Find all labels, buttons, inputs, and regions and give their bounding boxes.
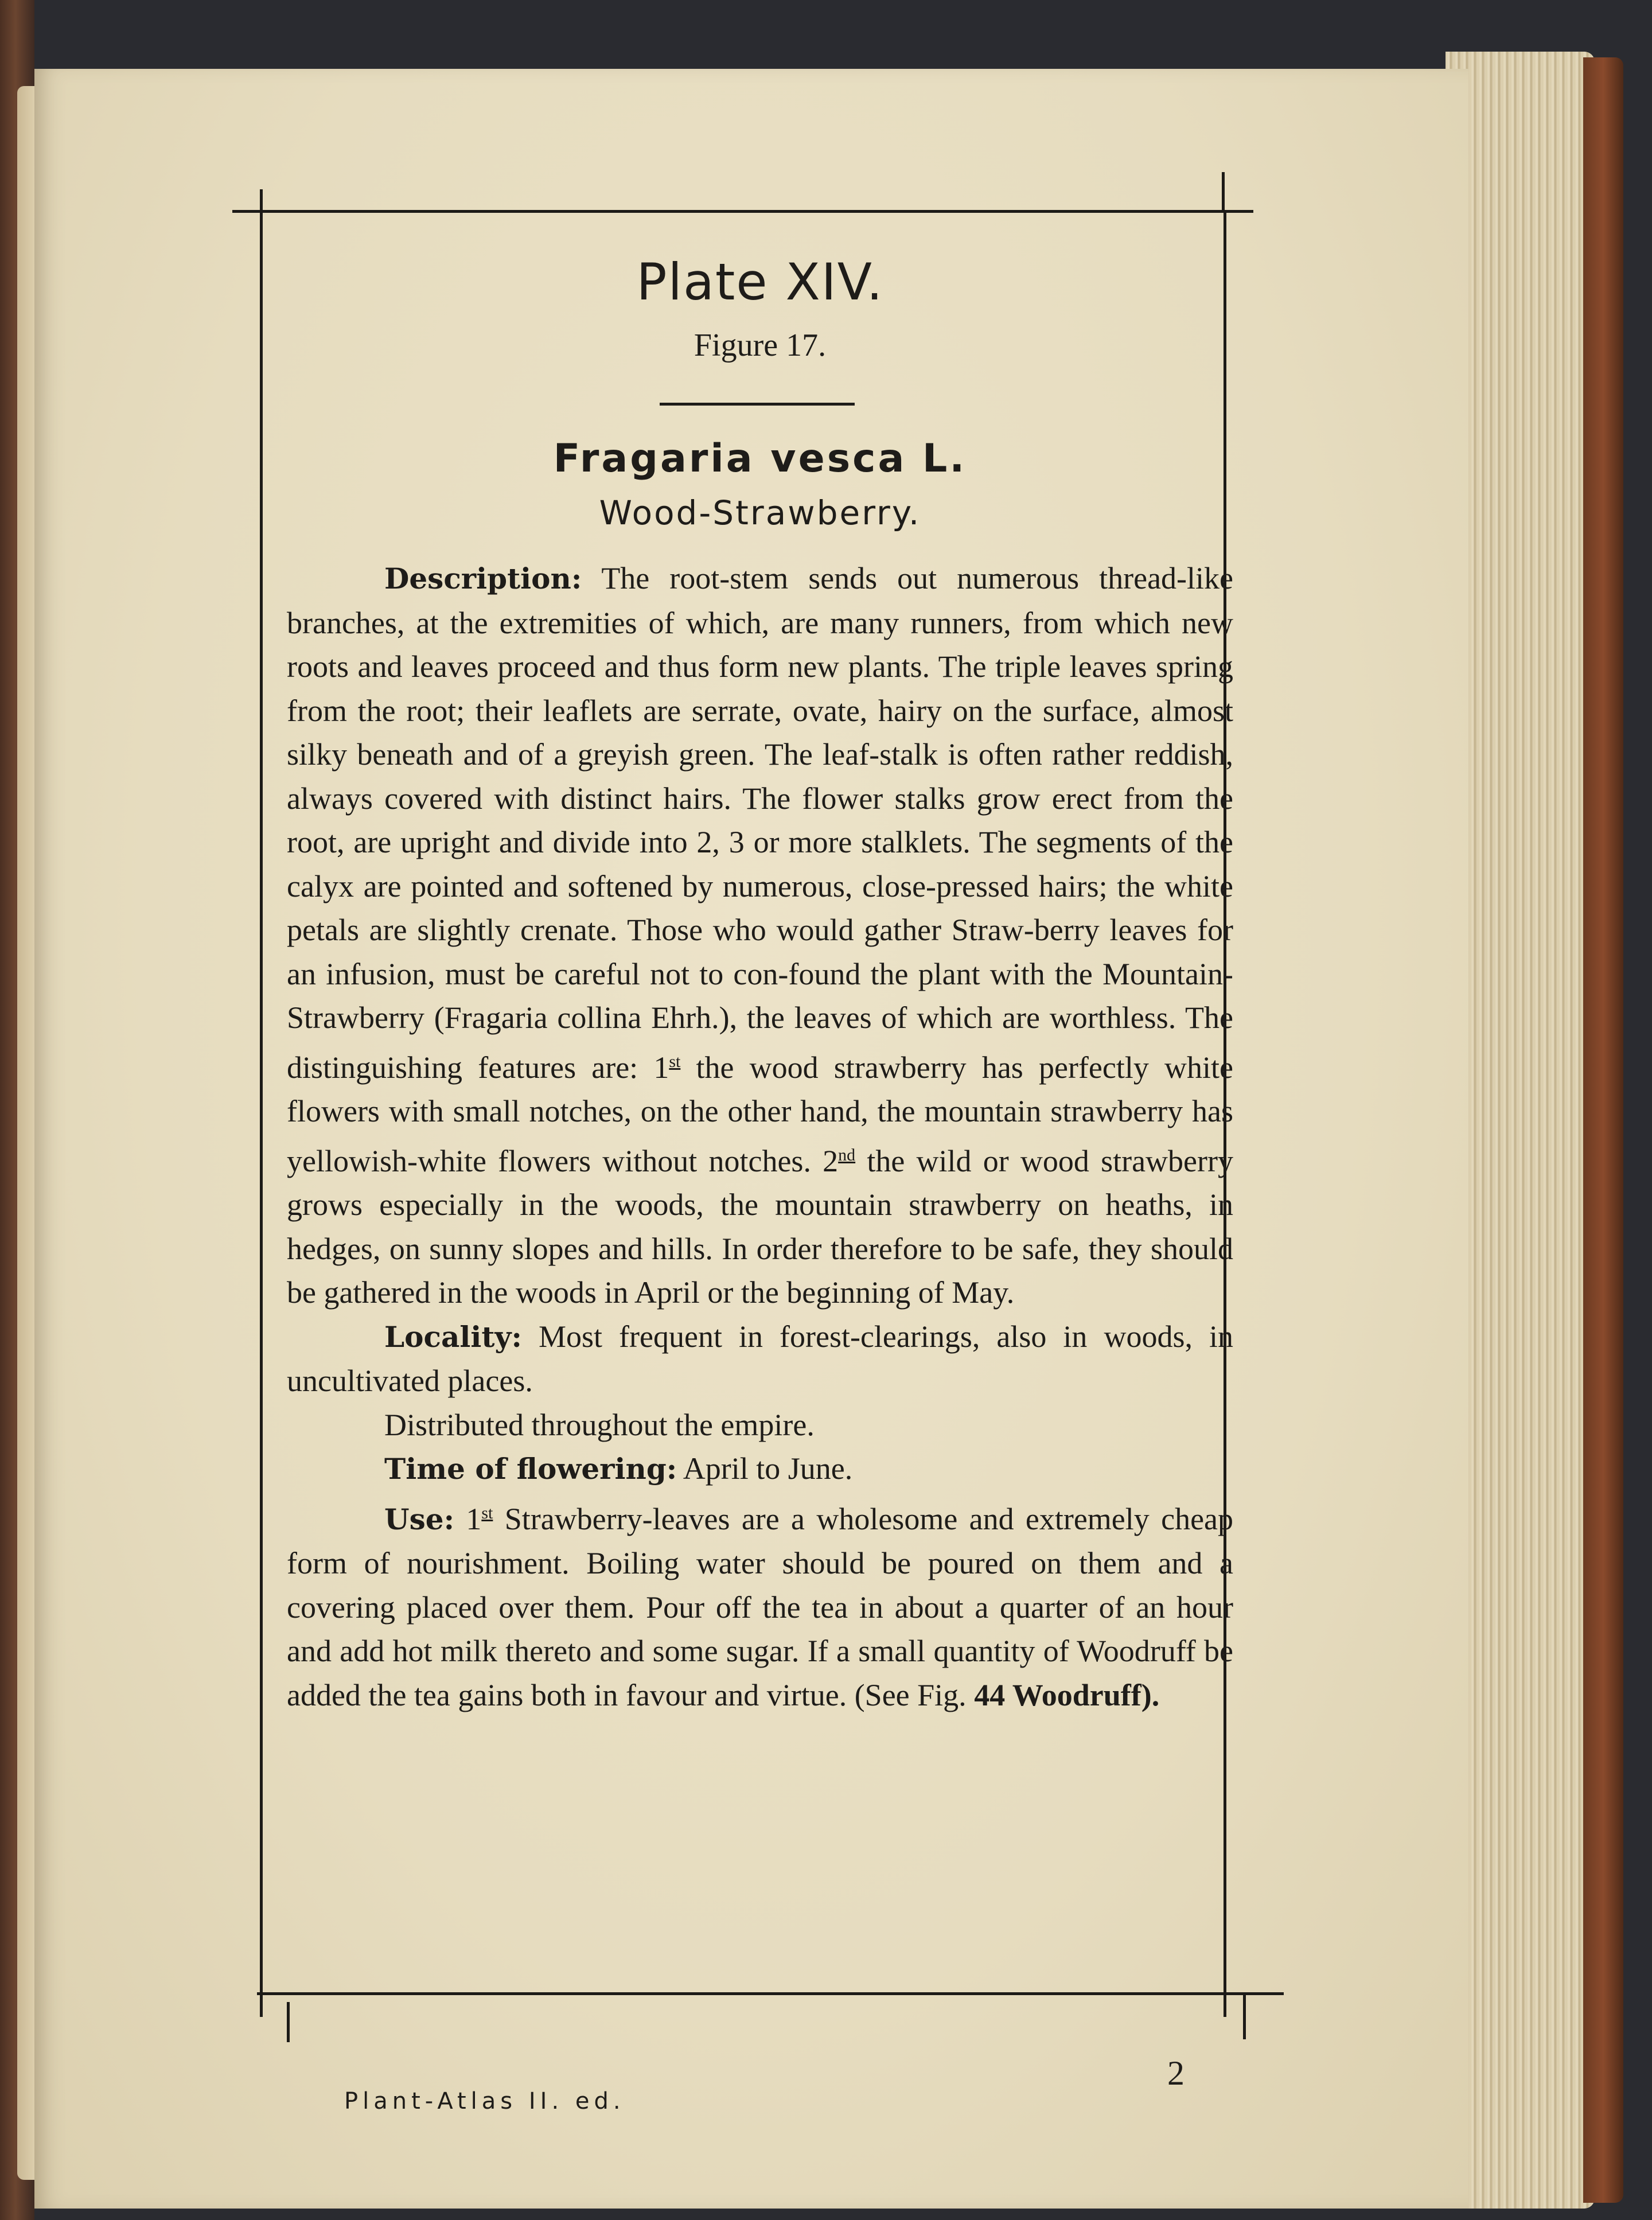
frame-top-rule — [232, 210, 1253, 213]
description-text: the wood strawberry has perfectly white flowers with small notches, on the other hand, the mountain strawberry has yellowish-white flowers without notches. — [287, 1050, 1233, 1178]
ordinal-second-suffix: nd — [838, 1145, 856, 1164]
locality-label: Locality: — [384, 1319, 522, 1354]
bottom-right-tick — [1243, 1993, 1246, 2039]
flowering-text: April to June. — [677, 1451, 853, 1486]
use-text-ref: 44 Woodruff). — [974, 1677, 1160, 1712]
page-number: 2 — [1167, 2054, 1185, 2092]
ordinal-first: 1 — [466, 1501, 482, 1536]
locality-text: Most frequent in forest-clearings, also in woods, in uncultivated places. — [287, 1319, 1233, 1398]
description-text: the wild or wood strawberry grows especially in the woods, the mountain strawberry on heaths, in hedges, on sunny slopes and hills. In order therefore to be safe, they should be gathered in the woods in April or the beginning of May. — [287, 1143, 1233, 1310]
description-text: The root-stem sends out numerous thread-like branches, at the extremities of which, are many runners, from which new roots and leaves proceed and thus form new plants. The triple leaves spring from the root; their leaflets are serrate, ovate, hairy on the surface, almost silky beneath and of a greyish green. The leaf-stalk is often rather reddish, always covered with distinct hairs. The flower stalks grow erect from the root, are upright and divide into 2, 3 or more stalklets. The segments of the calyx are pointed and softened by numerous, close-pressed hairs; the white petals are slightly crenate. Those who would gather Straw-berry leaves for an infusion, must be careful not to con-found the plant with the Mountain-Strawberry (Fragaria collina Ehrh.), the leaves of which are worthless. The distinguishing features are: — [287, 561, 1233, 1085]
ordinal-first-suffix: st — [481, 1503, 493, 1522]
use-label: Use: — [384, 1502, 455, 1536]
use-paragraph — [287, 1491, 1233, 1717]
flowering-label: Time of flowering: — [384, 1452, 677, 1486]
common-name: Wood-Strawberry. — [599, 493, 921, 532]
bottom-left-tick — [287, 2002, 290, 2042]
flowering-paragraph — [287, 1447, 1233, 1491]
figure-label: Figure 17. — [693, 328, 827, 363]
use-text: Strawberry-leaves are a wholesome and extremely cheap form of nourishment. Boiling water should be poured on them and a covering placed over them. Pour off the tea in about a quarter of an hour and add hot milk thereto and some sugar. If a small quantity of Woodruff be added the tea gains both in favour and virtue. (See Fig. — [287, 1501, 1233, 1712]
ordinal-first: 1 — [653, 1050, 669, 1085]
description-paragraph — [287, 556, 1233, 1315]
top-left-tick — [260, 189, 263, 212]
ordinal-first-suffix: st — [669, 1051, 681, 1071]
top-right-tick — [1222, 172, 1225, 212]
body-text — [287, 556, 1233, 1717]
footer-title: Plant-Atlas II. ed. — [344, 2088, 625, 2114]
description-label: Description: — [384, 562, 582, 595]
frame-bottom-rule — [257, 1992, 1284, 1995]
species-name: Fragaria vesca L. — [553, 436, 967, 481]
locality-paragraph — [287, 1315, 1233, 1403]
title-divider — [660, 403, 855, 406]
ordinal-second: 2 — [823, 1143, 839, 1178]
book-cover-right — [1583, 57, 1623, 2203]
plate-title: Plate XIV. — [636, 252, 884, 311]
frame-left-rule — [260, 210, 263, 2017]
distribution-paragraph: Distributed throughout the empire. — [384, 1407, 815, 1442]
